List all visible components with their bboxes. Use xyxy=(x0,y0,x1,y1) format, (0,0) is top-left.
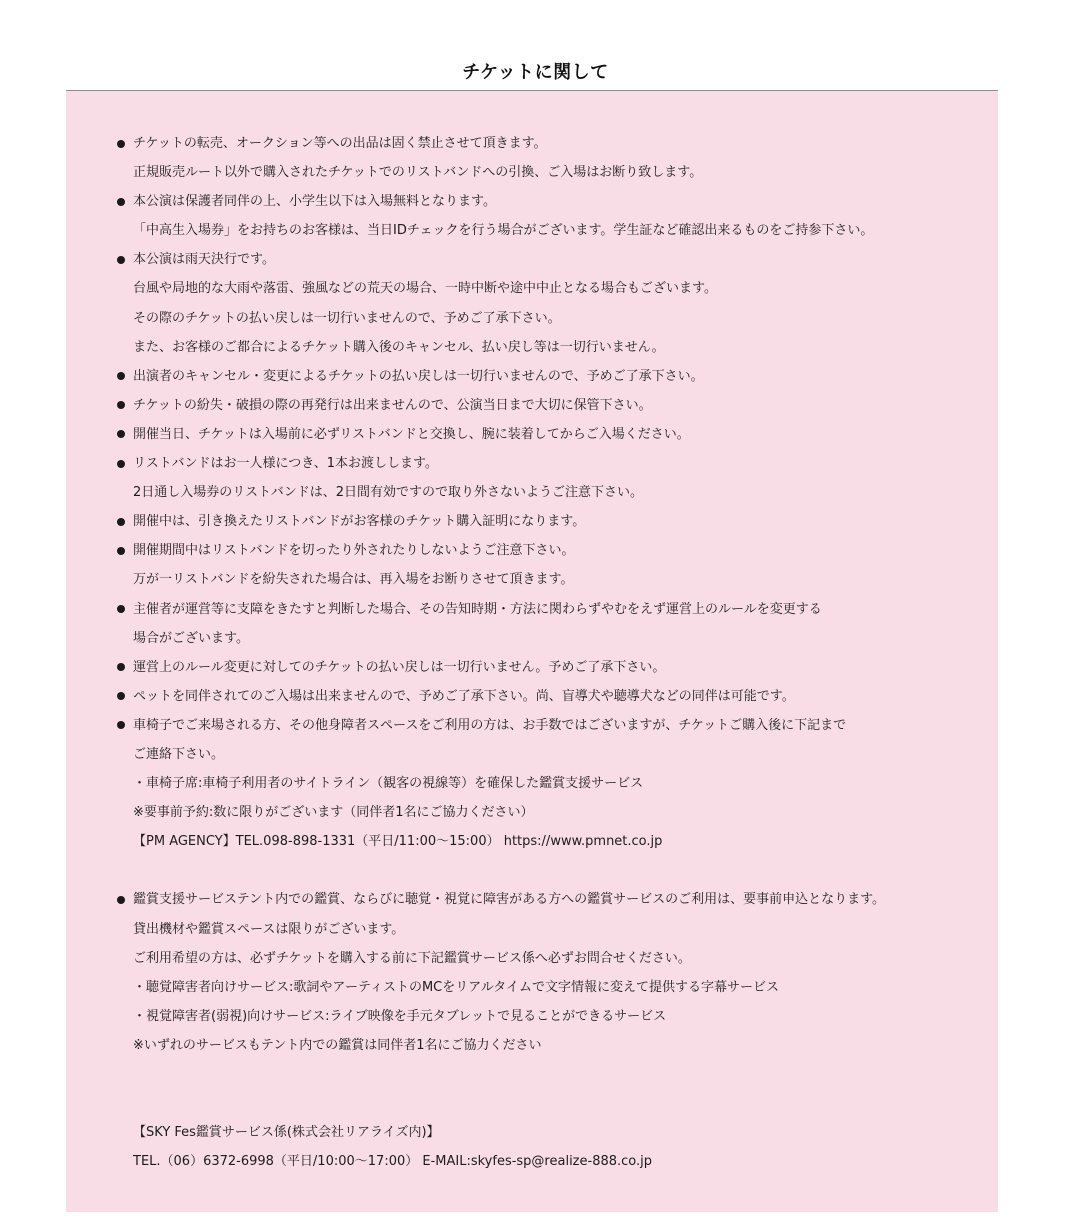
notice-text: チケットの紛失・破損の際の再発行は出来ませんので、公演当日まで大切に保管下さい。 xyxy=(133,397,652,413)
notice-text: ※要事前予約:数に限りがございます（同伴者1名にご協力ください） xyxy=(133,805,534,821)
notice-bullet-item xyxy=(117,187,977,216)
notice-text: その際のチケットの払い戻しは一切行いませんので、予めご了承下さい。 xyxy=(133,310,561,326)
notice-text: 万が一リストバンドを紛失された場合は、再入場をお断りさせて頂きます。 xyxy=(133,572,574,588)
notice-bullet-item xyxy=(117,420,977,449)
bullet-dot-icon xyxy=(117,401,125,409)
notice-text: 場合がございます。 xyxy=(133,630,249,646)
notice-continuation-line xyxy=(117,565,977,594)
notice-continuation-line xyxy=(117,769,977,798)
notice-text: チケットの転売、オークション等への出品は固く禁止させて頂きます。 xyxy=(133,136,547,151)
notice-continuation-line xyxy=(117,1147,977,1176)
notice-text: リストバンドはお一人様につき、1本お渡しします。 xyxy=(133,456,438,472)
notice-text: 開催期間中はリストバンドを切ったり外されたりしないようご注意下さい。 xyxy=(133,543,575,559)
notice-text: ご連絡下さい。 xyxy=(133,746,225,762)
bullet-dot-icon xyxy=(117,547,125,555)
notice-text: 本公演は雨天決行です。 xyxy=(133,252,275,268)
notice-bullet-item xyxy=(117,536,977,565)
notice-bullet-item xyxy=(117,507,977,536)
notice-text: 開催中は、引き換えたリストバンドがお客様のチケット購入証明になります。 xyxy=(133,514,586,530)
notice-continuation-line xyxy=(117,478,977,507)
notice-continuation-line xyxy=(117,304,977,333)
notice-text: ※いずれのサービスもテント内での鑑賞は同伴者1名にご協力ください xyxy=(133,1037,542,1053)
bullet-dot-icon xyxy=(117,692,125,700)
bullet-dot-icon xyxy=(117,721,125,729)
notice-bullet-item xyxy=(117,391,977,420)
notice-bullet-item xyxy=(117,245,977,274)
notice-continuation-line xyxy=(117,158,977,187)
notice-text: 鑑賞支援サービステント内での鑑賞、ならびに聴覚・視覚に障害がある方への鑑賞サービスのご利用は、要事前申込となります。 xyxy=(133,892,886,908)
bullet-dot-icon xyxy=(117,518,125,526)
notice-continuation-line xyxy=(117,944,977,973)
notice-bullet-item xyxy=(117,595,977,624)
notice-continuation-line xyxy=(117,333,977,362)
notice-continuation-line xyxy=(117,216,977,245)
notice-text: 2日通し入場券のリストバンドは、2日間有効ですので取り外さないようご注意下さい。 xyxy=(133,485,644,501)
bullet-dot-icon xyxy=(117,198,125,206)
notice-continuation-line xyxy=(117,1031,977,1060)
notice-continuation-line xyxy=(117,827,977,856)
notice-text: ・聴覚障害者向けサービス:歌詞やアーティストのMCをリアルタイムで文字情報に変えて提供する字幕サービス xyxy=(133,979,779,995)
notice-text: 車椅子でご来場される方、その他身障者スペースをご利用の方は、お手数ではございますが、チケットご購入後に下記まで xyxy=(133,717,847,733)
notice-text: 主催者が運営等に支障をきたすと判断した場合、その告知時期・方法に関わらずやむをえず運営上のルールを変更する xyxy=(133,601,822,617)
bullet-dot-icon xyxy=(117,663,125,671)
bullet-dot-icon xyxy=(117,605,125,613)
notice-continuation-line xyxy=(117,1002,977,1031)
notice-text: 【SKY Fes鑑賞サービス係(株式会社リアライズ内)】 xyxy=(133,1125,440,1141)
notice-continuation-line xyxy=(117,915,977,944)
notice-text: ・視覚障害者(弱視)向けサービス:ライブ映像を手元タブレットで見ることができるサービス xyxy=(133,1008,667,1024)
notice-text: 出演者のキャンセル・変更によるチケットの払い戻しは一切行いませんので、予めご了承下さい。 xyxy=(133,368,704,384)
notice-bullet-item xyxy=(117,711,977,740)
notice-text: 正規販売ルート以外で購入されたチケットでのリストバンドへの引換、ご入場はお断り致します。 xyxy=(133,165,703,181)
notice-bullet-item xyxy=(117,885,977,914)
notice-text: 「中高生入場券」をお持ちのお客様は、当日IDチェックを行う場合がございます。学生証など確認出来るものをご持参下さい。 xyxy=(133,223,874,239)
notice-text: ・車椅子席:車椅子利用者のサイトライン（観客の視線等）を確保した鑑賞支援サービス xyxy=(133,776,644,792)
notice-text: 【PM AGENCY】TEL.098-898-1331（平日/11:00〜15:00） https://www.pmnet.co.jp xyxy=(133,834,663,850)
notice-bullet-item xyxy=(117,362,977,391)
bullet-dot-icon xyxy=(117,372,125,380)
bullet-dot-icon xyxy=(117,460,125,468)
notice-continuation-line xyxy=(117,973,977,1002)
spacer xyxy=(117,856,977,885)
notice-continuation-line xyxy=(117,798,977,827)
bullet-dot-icon xyxy=(117,256,125,264)
notice-bullet-item xyxy=(117,129,977,158)
notice-text: ペットを同伴されてのご入場は出来ませんので、予めご了承下さい。尚、盲導犬や聴導犬などの同伴は可能です。 xyxy=(133,688,795,704)
notice-text: ご利用希望の方は、必ずチケットを購入する前に下記鑑賞サービス係へ必ずお問合せください。 xyxy=(133,950,691,966)
bullet-dot-icon xyxy=(117,896,125,904)
notice-bullet-item xyxy=(117,449,977,478)
spacer xyxy=(117,1060,977,1089)
notice-continuation-line xyxy=(117,274,977,303)
bullet-dot-icon xyxy=(117,140,125,148)
notice-text: 運営上のルール変更に対してのチケットの払い戻しは一切行いません。予めご了承下さい。 xyxy=(133,659,666,675)
notice-bullet-item xyxy=(117,682,977,711)
notice-text: また、お客様のご都合によるチケット購入後のキャンセル、払い戻し等は一切行いません。 xyxy=(133,339,665,355)
spacer xyxy=(117,1089,977,1118)
notice-text: TEL.（06）6372-6998（平日/10:00〜17:00） E-MAIL:skyfes-sp@realize-888.co.jp xyxy=(133,1154,653,1170)
page-title: チケットに関して xyxy=(462,62,609,83)
notice-continuation-line xyxy=(117,624,977,653)
bullet-dot-icon xyxy=(117,430,125,438)
notice-list xyxy=(117,129,977,1176)
notice-continuation-line xyxy=(117,1118,977,1147)
notice-text: 台風や局地的な大雨や落雷、強風などの荒天の場合、一時中断や途中中止となる場合もございます。 xyxy=(133,281,717,297)
notice-continuation-line xyxy=(117,740,977,769)
notice-text: 貸出機材や鑑賞スペースは限りがございます。 xyxy=(133,921,405,937)
notice-text: 開催当日、チケットは入場前に必ずリストバンドと交換し、腕に装着してからご入場ください。 xyxy=(133,426,690,442)
notice-text: 本公演は保護者同伴の上、小学生以下は入場無料となります。 xyxy=(133,194,496,210)
notice-bullet-item xyxy=(117,653,977,682)
